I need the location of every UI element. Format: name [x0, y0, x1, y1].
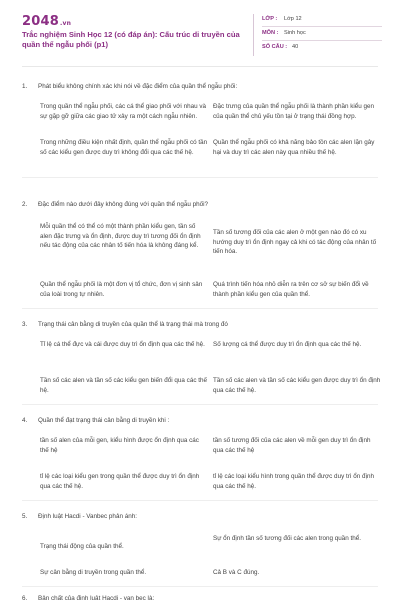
answer-option[interactable]: tỉ lệ các loại kiểu gen trong quần thể được duy trì ổn định qua các thế hệ.: [40, 473, 200, 490]
question-number: 3.: [22, 321, 28, 328]
question-text: Trạng thái cân bằng di truyền của quần thể là trạng thái mà trong đó: [38, 321, 228, 328]
answer-option[interactable]: Trong những điều kiện nhất định, quần thể ngẫu phối có tần số các kiểu gen được duy trì không đổi qua các thế hệ.: [40, 139, 208, 156]
info-value: Lớp 12: [284, 16, 302, 22]
answer-option[interactable]: Mỗi quần thể có thể có một thành phần kiểu gen, tần số alen đặc trưng và ổn định, được duy trì tương đối ổn định nếu tác động của các nhân tố tiến hóa là không đáng kể.: [40, 223, 201, 250]
answer-option[interactable]: Trạng thái động của quần thể.: [40, 543, 124, 550]
answer-option[interactable]: Sự cân bằng di truyền trong quần thể.: [40, 569, 147, 576]
info-label: MÔN :: [262, 30, 279, 36]
question-text: Phát biểu không chính xác khi nói về đặc điểm của quần thể ngẫu phối:: [38, 83, 238, 90]
question-number: 2.: [22, 201, 28, 208]
answer-option[interactable]: Tần số tương đối của các alen ở một gen nào đó có xu hướng duy trì ổn định ngay cả khi có tác động của nhân tố tiến hóa.: [213, 229, 377, 256]
header-separator: [22, 66, 378, 67]
question-text: Định luật Hacdi - Vanbec phản ánh:: [38, 513, 137, 520]
site-logo[interactable]: [22, 14, 71, 29]
question-separator: [22, 404, 378, 405]
page-header: [0, 0, 400, 64]
answer-option[interactable]: Sự ổn định tần số tương đối các alen trong quần thể.: [213, 535, 362, 542]
question-number: 6.: [22, 595, 28, 600]
answer-option[interactable]: Quần thể ngẫu phối có khả năng bảo tồn các alen lặn gây hại và duy trì các alen này qua nhiều thế hệ.: [213, 139, 375, 156]
info-row-grade: [262, 14, 382, 27]
question-text: Đặc điểm nào dưới đây không đúng với quần thể ngẫu phối?: [38, 201, 209, 208]
question-separator: [22, 586, 378, 587]
answer-option[interactable]: Quá trình tiến hóa nhỏ diễn ra trên cơ sở sự biến đổi về thành phần kiểu gen của quần thể.: [213, 281, 369, 298]
answer-option[interactable]: Quần thể ngẫu phối là một đơn vị tổ chức, đơn vị sinh sản của loài trong tự nhiên.: [40, 281, 203, 298]
answer-option[interactable]: Tần số các alen và tần số các kiểu gen biến đổi qua các thế hệ.: [40, 377, 207, 394]
info-row-subject: [262, 28, 382, 41]
question-separator: [22, 177, 378, 178]
header-divider: [253, 14, 254, 56]
logo-main: 2048: [22, 14, 59, 29]
document-title: Trắc nghiệm Sinh Học 12 (có đáp án): Cấu trúc di truyền của quần thể ngẫu phối (p1): [22, 30, 240, 49]
answer-option[interactable]: Trong quần thể ngẫu phối, các cá thể giao phối với nhau và sự gặp gỡ giữa các giao tử xảy ra một cách ngẫu nhiên.: [40, 103, 206, 120]
answer-option[interactable]: Đặc trưng của quần thể ngẫu phối là thành phần kiểu gen của quần thể chủ yếu tồn tại ở trạng thái đồng hợp.: [213, 103, 375, 120]
info-value: Sinh học: [284, 30, 306, 36]
question-separator: [22, 308, 378, 309]
answer-option[interactable]: Tỉ lệ cá thể đực và cái được duy trì ổn định qua các thế hệ.: [40, 341, 205, 348]
question-number: 4.: [22, 417, 28, 424]
question-text: Quần thể đạt trạng thái cân bằng di truyền khi :: [38, 417, 170, 424]
answer-option[interactable]: Cả B và C đúng.: [213, 569, 260, 576]
answer-option[interactable]: tần số tương đối của các alen về mỗi gen duy trì ổn định qua các thế hệ: [213, 437, 371, 454]
answer-option[interactable]: Tần số các alen và tần số các kiểu gen được duy trì ổn định qua các thế hệ.: [213, 377, 381, 394]
answer-option[interactable]: tần số alen của mỗi gen, kiểu hình được ổn định qua các thế hệ: [40, 437, 199, 454]
answer-option[interactable]: Số lượng cá thể được duy trì ổn định qua các thế hệ.: [213, 341, 362, 348]
answer-option[interactable]: tỉ lệ các loại kiểu hình trong quần thể được duy trì ổn định qua các thế hệ.: [213, 473, 374, 490]
question-separator: [22, 500, 378, 501]
info-label: SỐ CÂU :: [262, 44, 288, 50]
info-label: LỚP :: [262, 16, 278, 22]
logo-suffix: .vn: [59, 20, 72, 27]
info-value: 40: [292, 44, 299, 50]
question-number: 1.: [22, 83, 28, 90]
question-number: 5.: [22, 513, 28, 520]
info-row-question-count: [262, 42, 382, 55]
question-text: Bản chất của định luật Hacdi - van bec là:: [38, 595, 155, 600]
